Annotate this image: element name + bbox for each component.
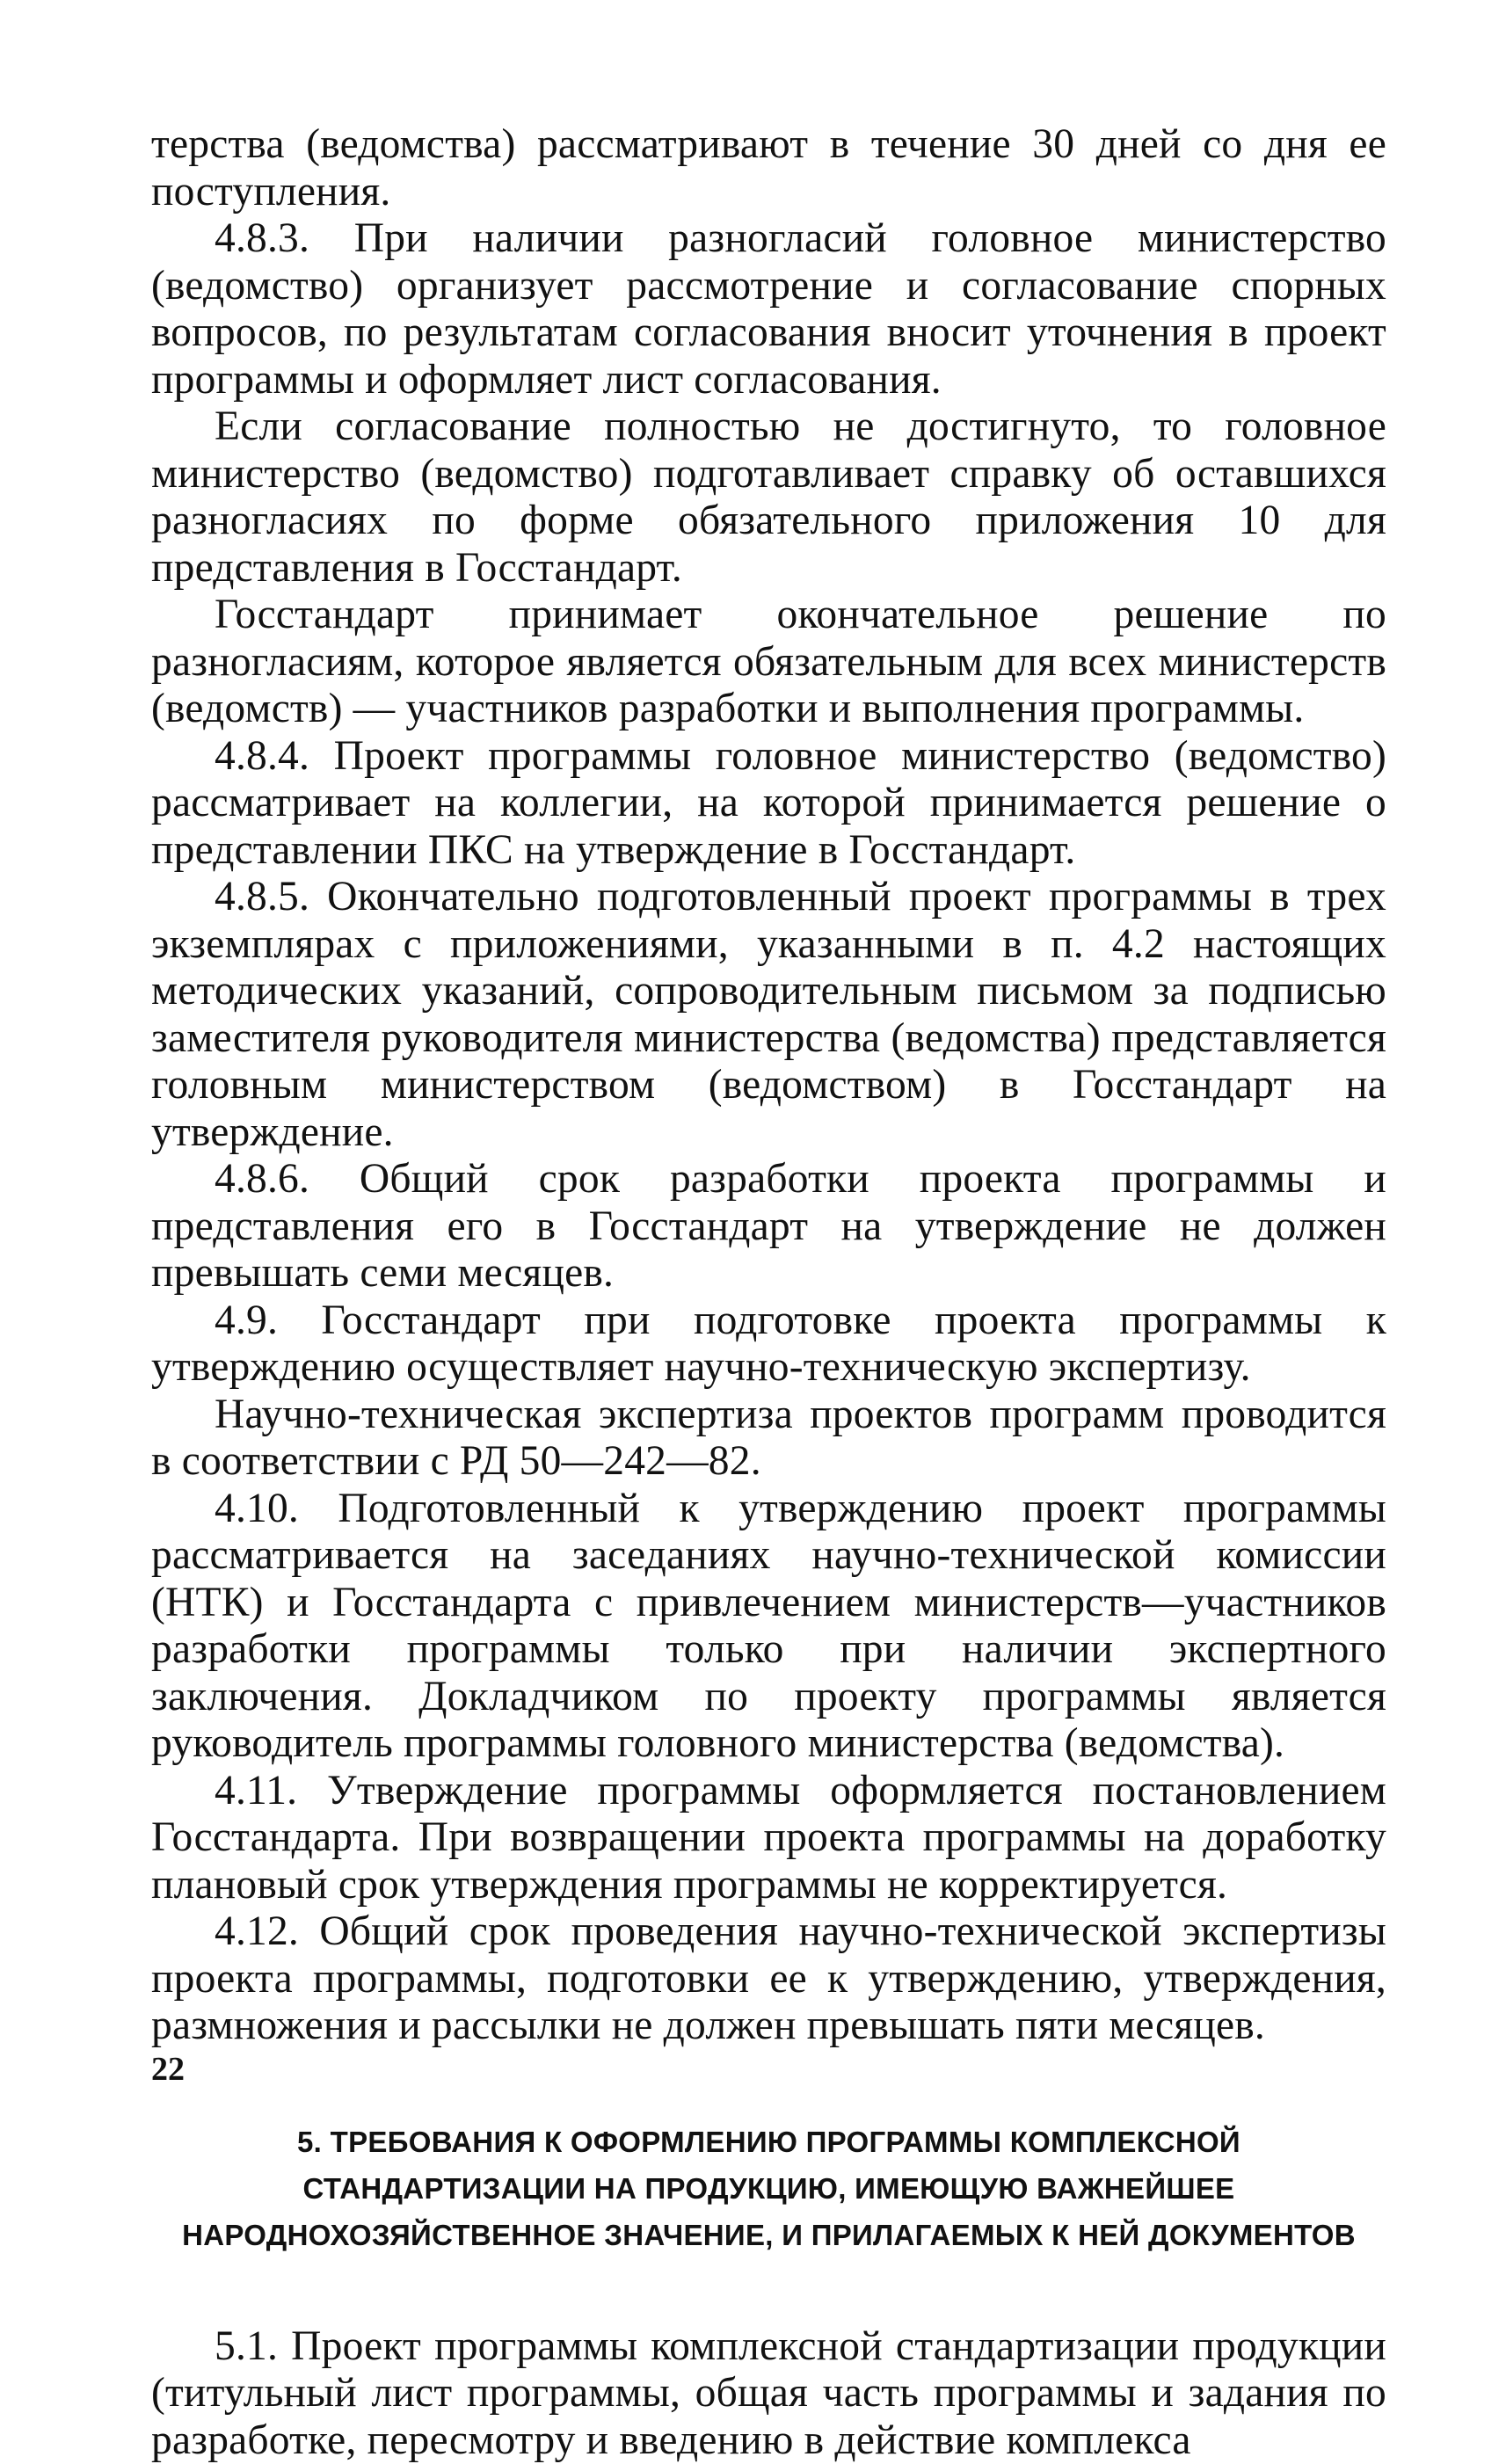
paragraph-expertise-rd: Научно-техническая экспертиза проектов программ проводится в соответствии с РД 50—242—82.	[151, 1392, 1386, 1486]
document-page	[151, 121, 1386, 2464]
section-heading-line-3: НАРОДНОХОЗЯЙСТВЕННОЕ ЗНАЧЕНИЕ, И ПРИЛАГАЕМЫХ К НЕЙ ДОКУМЕНТОВ	[151, 2212, 1386, 2258]
paragraph-continuation: терства (ведомства) рассматривают в течение 30 дней со дня ее поступления.	[151, 121, 1386, 215]
paragraph-4-9: 4.9. Госстандарт при подготовке проекта программы к утверждению осуществляет научно-техническую экспертизу.	[151, 1297, 1386, 1392]
paragraph-5-1: 5.1. Проект программы комплексной стандартизации продукции (титульный лист программы, общая часть программы и задания по разработке, пересмотру и введению в действие комплекса	[151, 2323, 1386, 2464]
paragraph-4-12: 4.12. Общий срок проведения научно-технической экспертизы проекта программы, подготовки ее к утверждению, утверждения, размножения и рассылки не должен превышать пяти месяцев.	[151, 1908, 1386, 2050]
paragraph-4-10: 4.10. Подготовленный к утверждению проект программы рассматривается на заседаниях научно-технической комиссии (НТК) и Госстандарта с привлечением министерств—участников разработки программы только при наличии экспертного заключения. Докладчиком по проекту программы является руководитель программы головного министерства (ведомства).	[151, 1486, 1386, 1768]
section-heading-line-1: 5. ТРЕБОВАНИЯ К ОФОРМЛЕНИЮ ПРОГРАММЫ КОМПЛЕКСНОЙ	[151, 2119, 1386, 2165]
paragraph-disagreement-note: Если согласование полностью не достигнуто, то головное министерство (ведомство) подготавливает справку об оставшихся разногласиях по форме обязательного приложения 10 для представления в Госстандарт.	[151, 403, 1386, 592]
paragraph-4-8-6: 4.8.6. Общий срок разработки проекта программы и представления его в Госстандарт на утверждение не должен превышать семи месяцев.	[151, 1156, 1386, 1297]
text-after-heading	[151, 2323, 1386, 2464]
paragraph-4-8-4: 4.8.4. Проект программы головное министерство (ведомство) рассматривает на коллегии, на которой принимается решение о представлении ПКС на утверждение в Госстандарт.	[151, 733, 1386, 875]
paragraph-4-8-3: 4.8.3. При наличии разногласий головное министерство (ведомство) организует рассмотрение и согласование спорных вопросов, по результатам согласования вносит уточнения в проект программы и оформляет лист согласования.	[151, 215, 1386, 403]
section-heading-line-2: СТАНДАРТИЗАЦИИ НА ПРОДУКЦИЮ, ИМЕЮЩУЮ ВАЖНЕЙШЕЕ	[151, 2165, 1386, 2212]
paragraph-4-11: 4.11. Утверждение программы оформляется постановлением Госстандарта. При возвращении проекта программы на доработку плановый срок утверждения программы не корректируется.	[151, 1768, 1386, 1909]
text-before-heading	[151, 121, 1386, 2050]
page-number: 22	[151, 2050, 185, 2089]
paragraph-4-8-5: 4.8.5. Окончательно подготовленный проект программы в трех экземплярах с приложениями, указанными в п. 4.2 настоящих методических указаний, сопроводительным письмом за подписью заместителя руководителя министерства (ведомства) представляется головным министерством (ведомством) в Госстандарт на утверждение.	[151, 874, 1386, 1156]
paragraph-gosstandart-decision: Госстандарт принимает окончательное решение по разногласиям, которое является обязательным для всех министерств (ведомств) — участников разработки и выполнения программы.	[151, 592, 1386, 733]
section-heading	[151, 2119, 1386, 2258]
